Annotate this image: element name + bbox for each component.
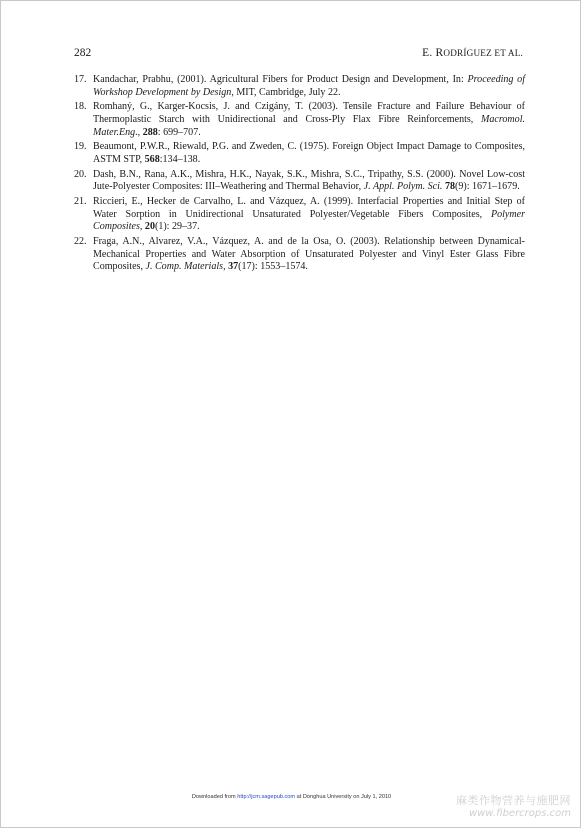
- reference-segment: : 699–707.: [157, 126, 201, 138]
- reference-segment: (1): 29–37.: [154, 221, 200, 233]
- reference-number: 20.: [74, 168, 87, 180]
- reference-text: [93, 236, 525, 272]
- reference-volume: 288: [142, 126, 158, 138]
- watermark-chinese-text: 麻类作物营养与施肥网: [456, 794, 571, 807]
- reference-item: [74, 196, 525, 234]
- reference-segment: ,: [139, 221, 145, 233]
- watermark-url: www.fibercrops.com: [469, 808, 571, 819]
- running-head: [422, 47, 523, 59]
- reference-italic-segment: Polymer Composites: [93, 208, 525, 233]
- reference-segment: .,: [135, 126, 143, 138]
- reference-segment: Fraga, A.N., Alvarez, V.A., Vázquez, A. and de la Osa, O. (2003). Relationship between Dynamical-Mechanical Properties and Water Absorption of Unsaturated Polyester and Vinyl Ester Glass Fibre Composites,: [93, 236, 525, 273]
- reference-number: 18.: [74, 101, 87, 113]
- reference-text: [93, 169, 525, 193]
- reference-segment: Dash, B.N., Rana, A.K., Mishra, H.K., Nayak, S.K., Mishra, S.C., Tripathy, S.S. (2000). Novel Low-cost Jute-Polyester Composites: III–Weathering and Thermal Behavior,: [93, 168, 525, 193]
- reference-number: 22.: [74, 236, 87, 248]
- journal-link[interactable]: http://jcm.sagepub.com: [237, 794, 296, 800]
- reference-segment: , MIT, Cambridge, July 22.: [231, 86, 341, 98]
- reference-italic-segment: J. Comp. Materials: [145, 261, 224, 273]
- reference-text: [93, 141, 525, 165]
- site-watermark: [456, 794, 571, 820]
- reference-number: 21.: [74, 196, 87, 208]
- reference-segment: :134–138.: [159, 153, 201, 165]
- reference-volume: 568: [144, 153, 160, 165]
- reference-volume: 78: [444, 181, 455, 193]
- reference-italic-segment: J. Appl. Polym. Sci.: [363, 181, 443, 193]
- reference-number: 19.: [74, 141, 87, 153]
- reference-segment: Beaumont, P.W.R., Riewald, P.G. and Zweden, C. (1975). Foreign Object Impact Damage to Composites, ASTM STP,: [93, 141, 525, 165]
- reference-volume: 37: [228, 261, 239, 273]
- download-suffix: at Donghua University on July 1, 2010: [295, 794, 392, 800]
- reference-item: [74, 101, 525, 139]
- reference-item: [74, 141, 525, 166]
- reference-segment: Romhaný, G., Karger-Kocsis, J. and Czigány, T. (2003). Tensile Fracture and Failure Behaviour of Thermoplastic Starch with Unidirectional and Cross-Ply Flax Fibre Reinforcements,: [93, 101, 525, 125]
- reference-segment: (17): 1553–1574.: [238, 261, 308, 273]
- reference-segment: Riccieri, E., Hecker de Carvalho, L. and Vázquez, A. (1999). Interfacial Properties and Initial Step of Water Sorption in Unidirectional Unsaturated Polyester/Vegetable Fibers Composites,: [93, 196, 525, 220]
- reference-volume: 20: [144, 221, 155, 233]
- reference-segment: Kandachar, Prabhu, (2001). Agricultural Fibers for Product Design and Development, In:: [93, 74, 468, 85]
- reference-text: [93, 74, 525, 98]
- running-head-author: E. R: [422, 47, 444, 59]
- reference-list: [74, 74, 525, 276]
- reference-item: [74, 169, 525, 194]
- reference-item: [74, 236, 525, 274]
- reference-item: [74, 74, 525, 99]
- download-prefix: Downloaded from: [191, 794, 238, 800]
- reference-text: [93, 101, 525, 137]
- reference-number: 17.: [74, 74, 87, 85]
- page-header: [74, 47, 523, 61]
- page-number: 282: [74, 47, 92, 59]
- reference-italic-segment: Proceeding of Workshop Development by Design: [93, 74, 525, 98]
- reference-segment: ,: [223, 261, 229, 273]
- reference-text: [93, 196, 525, 232]
- running-head-smallcaps: ODRÍGUEZ ET AL.: [443, 48, 523, 58]
- reference-segment: (9): 1671–1679.: [454, 181, 520, 193]
- reference-italic-segment: Macromol. Mater.Eng: [93, 113, 525, 138]
